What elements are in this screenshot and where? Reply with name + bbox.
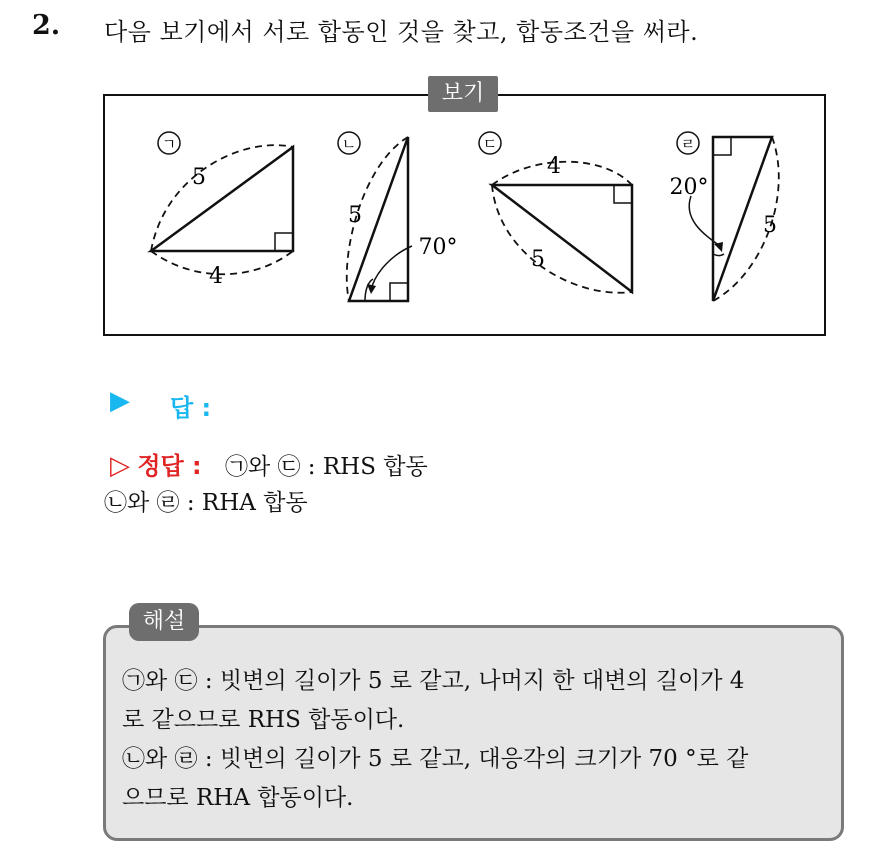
explanation-line-3: ㉡와 ㉣ : 빗변의 길이가 5 로 같고, 대응각의 크기가 70 °로 같 xyxy=(122,746,749,772)
answer-arrow-icon: ▶ xyxy=(110,386,130,416)
figure-c-label-hyp: 5 xyxy=(531,247,545,272)
figure-d-angle-arc xyxy=(713,254,724,256)
figure-d-right-angle xyxy=(713,137,731,155)
figure-d xyxy=(670,132,779,301)
bogi-figures xyxy=(103,94,826,336)
explanation-tag: 해설 xyxy=(129,603,199,641)
figure-a-label-base: 4 xyxy=(209,264,223,289)
figure-b-right-angle xyxy=(390,283,408,301)
figure-d-label-hyp: 5 xyxy=(763,213,777,238)
correct-text-1: ㉠와 ㉢ : RHS 합동 xyxy=(224,454,428,480)
explanation-line-4: 으므로 RHA 합동이다. xyxy=(122,785,354,811)
figure-d-angle-pointer xyxy=(689,196,720,246)
figure-b-label-angle: 70° xyxy=(418,235,458,260)
answer-label: 답 : xyxy=(170,394,212,422)
figure-a-marker: ㄱ xyxy=(161,135,177,153)
correct-text-2: ㉡와 ㉣ : RHA 합동 xyxy=(104,490,308,516)
question-number: 2. xyxy=(32,10,61,41)
figure-a-label-hyp: 5 xyxy=(192,165,206,190)
figure-c xyxy=(479,132,632,293)
figure-a-right-angle xyxy=(275,233,293,251)
figure-a-triangle xyxy=(151,147,293,251)
correct-answer-line1 xyxy=(110,446,428,481)
correct-arrow-icon: ▷ xyxy=(110,451,130,481)
figure-a xyxy=(151,132,293,289)
figure-b-pointer-head xyxy=(367,284,376,294)
figure-c-arc-top xyxy=(492,162,632,185)
question-text: 다음 보기에서 서로 합동인 것을 찾고, 합동조건을 써라. xyxy=(104,18,699,46)
bogi-tag: 보기 xyxy=(428,76,498,112)
figure-c-triangle xyxy=(492,185,632,292)
figure-c-label-top: 4 xyxy=(547,154,561,179)
figure-b xyxy=(338,132,458,301)
figure-d-marker: ㄹ xyxy=(680,135,696,153)
figure-b-marker: ㄴ xyxy=(341,135,357,153)
figure-b-label-hyp: 5 xyxy=(348,203,362,228)
explanation-line-2: 로 같으므로 RHS 합동이다. xyxy=(122,707,405,733)
figure-c-right-angle xyxy=(614,185,632,203)
answer-row xyxy=(110,386,212,422)
correct-label: 정답 : xyxy=(137,452,202,480)
figure-c-marker: ㄷ xyxy=(482,135,498,153)
explanation-line-1: ㉠와 ㉢ : 빗변의 길이가 5 로 같고, 나머지 한 대변의 길이가 4 xyxy=(122,668,745,694)
figure-d-label-angle: 20° xyxy=(669,175,709,200)
